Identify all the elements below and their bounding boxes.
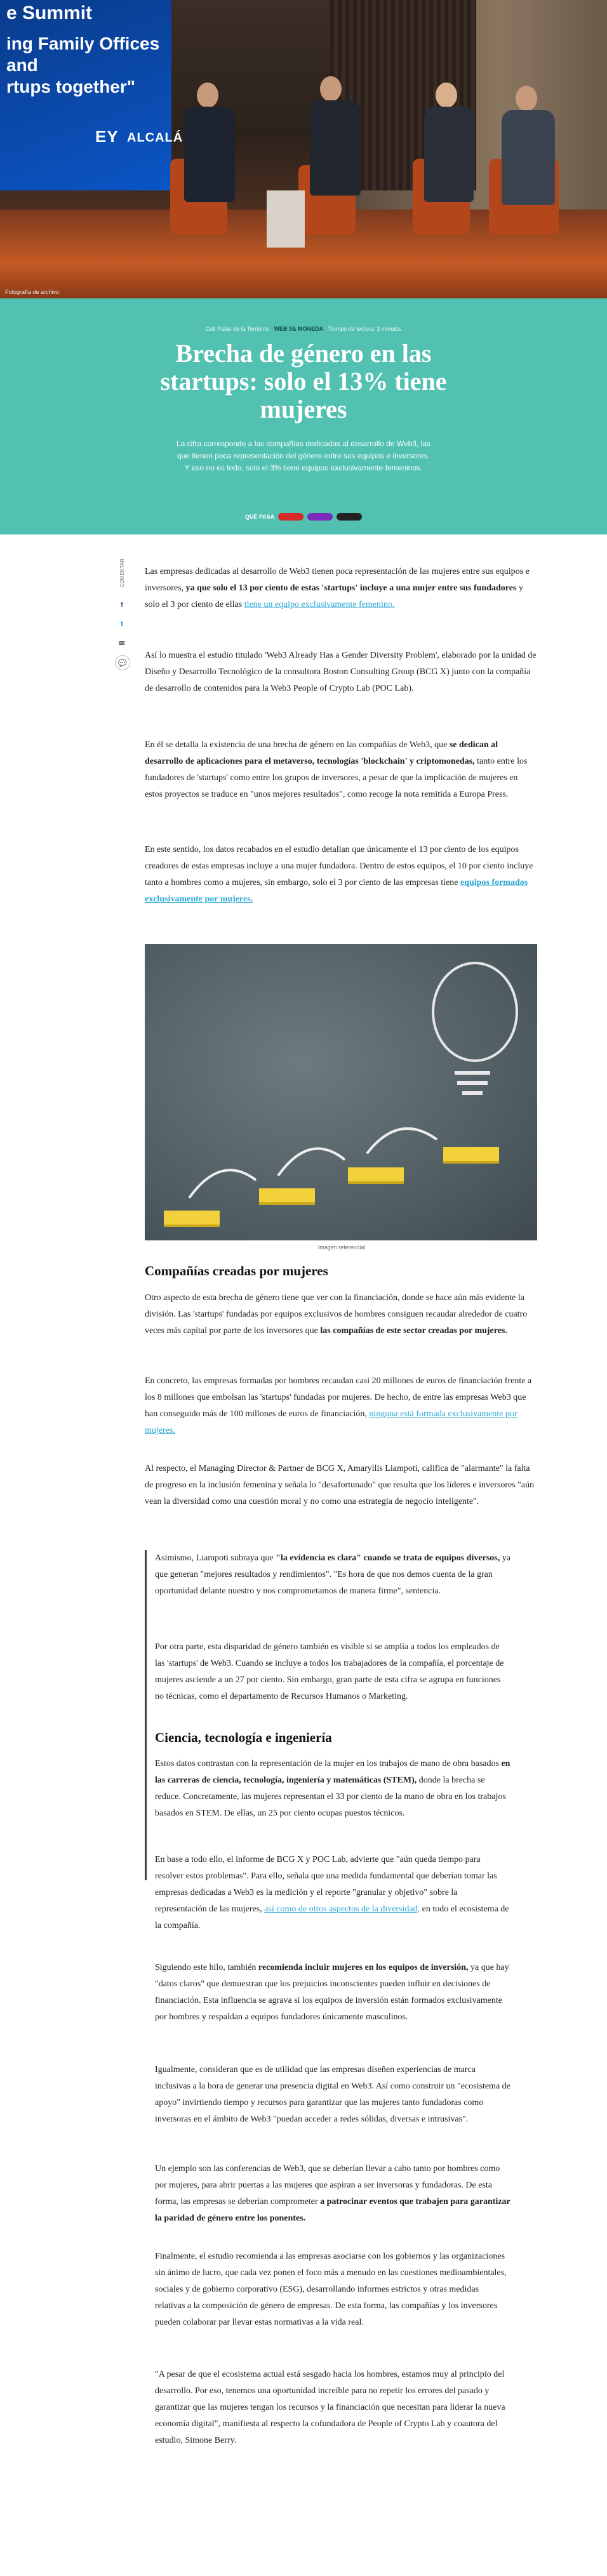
comment-icon[interactable]: 💬: [115, 655, 130, 670]
image-caption: Imagen referencial: [317, 1244, 366, 1251]
paragraph: Estos datos contrastan con la representación de la mujer en los trabajos de mano de obra basados en las carreras de ciencia, tecnología, ingeniería y matemáticas (STEM), donde la brecha se reduce. Concretamente, las mujeres representan el 33 por ciento de la mano de obra en los trabajos basados en STEM. De ellas, un 25 por ciento ocupas puestos técnicos.: [155, 1759, 510, 1818]
chalkboard-image: [145, 944, 537, 1240]
paragraph: Así lo muestra el estudio titulado 'Web3 Already Has a Gender Diversity Problem', elaborado por la unidad de Diseño y Desarrollo Tecnológico de la consultora Boston Consulting Group (BCG X) junto con la compañía de desarrollo de contenidos para la Web3 People of Crypto Lab (POC Lab).: [145, 651, 537, 693]
share-facebook-button[interactable]: [278, 513, 304, 521]
side-table: [267, 190, 305, 248]
share-bar: [0, 513, 607, 521]
ey-logo: EY: [95, 127, 119, 146]
paragraph: Finalmente, el estudio recomienda a las empresas asociarse con los gobiernos y las organizaciones sin ánimo de lucro, que cada vez ponen el foco más a menudo en las cuestiones medioambientales, sociales y de gobierno corporativo (ESG), desarrollando informes estrictos y otras medidas relativas a la composición de género de empresas. De esta forma, las compañías y los inversores pueden colaborar par llevar estas normativas a la vida real.: [155, 2252, 507, 2327]
share-twitter-button[interactable]: [307, 513, 333, 521]
article-title: Brecha de género en las startups: solo el 13% tiene mujeres: [160, 339, 447, 423]
twitter-icon[interactable]: t: [121, 620, 123, 628]
facebook-icon[interactable]: f: [121, 601, 123, 609]
paragraph: Al respecto, el Managing Director & Partner de BCG X, Amaryllis Liampoti, califica de "alarmante" la falta de progreso en la inclusión femenina y señala lo "desafortunado" que resulta que los líderes e inversores "aún vean la diversidad como una cuestión moral y no como una estrategia de negocio inteligente".: [145, 1464, 535, 1506]
article-subtitle: La cifra corresponde a las compañías dedicadas al desarrollo de Web3, las que tienen poca representación del género entre sus equipos e inversores. Y eso no es todo, solo el 3% tiene equipos exclusivamente femeninos.: [176, 439, 430, 472]
quote-bar: [145, 1550, 147, 1880]
article-meta: [0, 326, 607, 332]
paragraph: En concreto, las empresas formadas por hombres recaudan casi 20 millones de euros de financiación frente a los 8 millones que embolsan las 'startups' fundadas por mujeres. De hecho, de entre las empresas Web3 que han conseguido más de 100 millones de euros de financiación, ninguna está formada exclusivamente por mujeres.: [145, 1376, 532, 1435]
share-linkedin-button[interactable]: [337, 513, 362, 521]
inline-link[interactable]: tiene un equipo exclusivamente femenino.: [244, 600, 395, 609]
chalk-arrows: [145, 944, 537, 1240]
section-heading: Ciencia, tecnología e ingeniería: [155, 1730, 332, 1745]
paragraph: En base a todo ello, el informe de BCG X y POC Lab, advierte que "aún queda tiempo para resolver estos problemas". Para ello, señala que una medida fundamental que deberían tomar las empresas dedicadas a Web3 es la medición y el reporte "granular y objetivo" sobre la representación de las mujeres, así como de otros aspectos de la diversidad, en todo el ecosistema de la compañía.: [155, 1855, 509, 1930]
share-label: QUÉ PASA: [244, 514, 275, 520]
paragraph: Igualmente, consideran que es de utilidad que las empresas diseñen experiencias de marca inclusivas a la hora de generar una presencia digital en Web3. Así como construir un "ecosistema de apoyo" invirtiendo tiempo y recursos para garantizar que las mujeres tanto fundadoras como inversoras en el ámbito de Web3 "puedan acceder a redes sólidas, diversas e intrusivas".: [155, 2065, 510, 2124]
banner-text: e Summit: [6, 3, 93, 23]
paragraph: Por otra parte, esta disparidad de género también es visible si se amplía a todos los empleados de las 'startups' de Web3. Cuando se incluye a todos los trabajadores de la compañía, el porcentaje de mujeres asciende a un 27 por ciento. Sin embargo, gran parte de esta cifra se agrupa en funciones no técnicas, como el departamento de Recursos Humanos o Marketing.: [155, 1642, 504, 1701]
paragraph: Un ejemplo son las conferencias de Web3, que se deberían llevar a cabo tanto por hombres como por mujeres, para abrir puertas a las mujeres que aspiran a ser inversoras y fundadoras. De esta forma, las empresas se deberían comprometer a patrocinar eventos que trabajen para garantizar la paridad de género entre los ponentes.: [155, 2164, 510, 2223]
paragraph: Asimismo, Liampoti subraya que "la evidencia es clara" cuando se trata de equipos diversos, ya que generan "mejores resultados y rendimientos". "Es hora de que nos demos cuenta de la gran oportunidad delante nuestro y nos comprometamos de manera firme", sentencia.: [155, 1553, 510, 1596]
paragraph: Otro aspecto de esta brecha de género tiene que ver con la financiación, donde se hace aún más evidente la división. Las 'startups' fundadas por equipos exclusivos de hombres consiguen recaudar alrededor de cuatro veces más capital por parte de los inversores que las compañías de este sector creadas por mujeres.: [145, 1293, 528, 1336]
inline-link[interactable]: ninguna está formada exclusivamente por mujeres.: [145, 1409, 517, 1435]
section-link[interactable]: WEB 3& MONEDA: [274, 326, 324, 332]
paragraph: "A pesar de que el ecosistema actual está sesgado hacia los hombres, estamos muy al principio del desarrollo. Por eso, tenemos una oportunidad increíble para no repetir los errores del pasado y garantizar que las mujeres tengan los recursos y la financiación que necesitan para liderar la nueva economía digital", manifiesta al respecto la cofundadora de People of Crypto Lab y coautora del estudio, Simone Berry.: [155, 2370, 505, 2445]
section-heading: Compañías creadas por mujeres: [145, 1263, 328, 1278]
photo-credit: Fotografía de archivo: [5, 289, 60, 295]
author[interactable]: Cuti Palas de la Torriente: [205, 326, 270, 332]
paragraph: Siguiendo este hilo, también recomienda incluir mujeres en los equipos de inversión, ya que hay "datos claros" que demuestran que los prejuicios inconscientes pueden influir en decisiones de financiación. Esta influencia se agrava si los equipos de inversión están formados exclusivamente por hombres y respaldan a equipos fundadores únicamente masculinos.: [155, 1963, 509, 2022]
read-time: Tiempo de lectura: 3 minutos: [328, 326, 402, 332]
paragraph: En este sentido, los datos recabados en el estudio detallan que únicamente el 13 por ciento de los equipos creadores de estas empresas incluye a una mujer fundadora. Dentro de estos equipos, el 10 por ciento incluye tanto a hombres como a mujeres, sin embargo, solo el 3 por ciento de las empresas tiene equipos formados exclusivamente por mujeres.: [145, 845, 533, 904]
banner-text-2: ing Family Offices and rtups together": [6, 34, 160, 96]
email-icon[interactable]: ✉: [119, 639, 125, 647]
hero-photo: [0, 0, 607, 298]
paragraph: Las empresas dedicadas al desarrollo de Web3 tienen poca representación de las mujeres entre sus equipos e inversores, ya que solo el 13 por ciento de estas 'startups' incluye a una mujer entre sus fundadores y solo el 3 por ciento de ellas tiene un equipo exclusivamente femenino.: [145, 567, 530, 609]
alcala-logo: ALCALÁ: [127, 131, 183, 145]
comment-link[interactable]: COMENTAR: [119, 559, 125, 588]
paragraph: En él se detalla la existencia de una brecha de género en las compañías de Web3, que se dedican al desarrollo de aplicaciones para el metaverso, tecnologías 'blockchain' y criptomonedas, tanto entre los fundadores de 'startups' como entre los grupos de inversores, a pesar de que la implicación de mujeres en estos proyectos se traduce en "unos mejores resultados", como recoge la nota remitida a Europa Press.: [145, 740, 528, 799]
event-banner: [0, 0, 183, 190]
inline-link[interactable]: equipos formados exclusivamente por mujeres.: [145, 878, 528, 904]
inline-link[interactable]: así como de otros aspectos de la diversidad,: [264, 1904, 420, 1914]
